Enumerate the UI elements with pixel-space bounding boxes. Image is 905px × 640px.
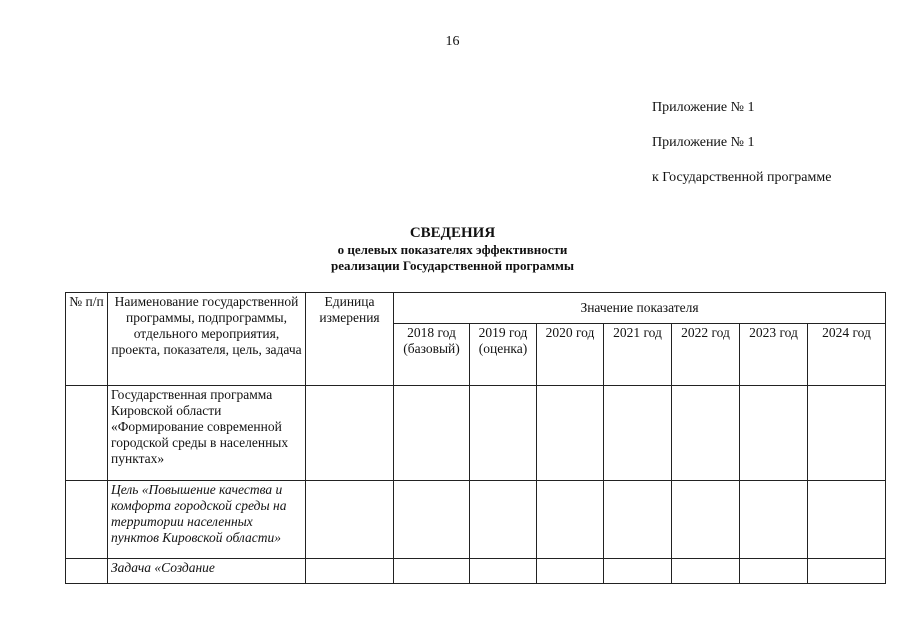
title-line-2: о целевых показателях эффективности [337, 242, 568, 257]
row-value-2023 [740, 481, 808, 559]
page-number: 16 [445, 34, 460, 49]
row-unit [306, 386, 394, 481]
row-value-2021 [604, 481, 672, 559]
row-name [108, 481, 306, 559]
appendix-line-2: Приложение № 1 [652, 135, 755, 150]
header-value: Значение показателя [394, 293, 886, 324]
document-title [0, 225, 905, 274]
row-value-2019 [470, 481, 537, 559]
row-value-2021 [604, 386, 672, 481]
header-number: № п/п [66, 293, 108, 386]
row-value-2020 [537, 559, 604, 584]
header-name [108, 293, 306, 386]
row-number [66, 386, 108, 481]
row-value-2024 [808, 559, 886, 584]
table-row [66, 386, 886, 481]
row-value-2020 [537, 481, 604, 559]
row-value-2018 [394, 386, 470, 481]
row-value-2024 [808, 481, 886, 559]
row-name-text: Цель «Повышение качества и комфорта городской среды на территории населенных пунктов Кировской области» [111, 482, 287, 545]
header-year-2023: 2023 год [740, 323, 808, 385]
row-number [66, 481, 108, 559]
row-value-2020 [537, 386, 604, 481]
header-name-text: Наименование государственной программы, подпрограммы, отдельного мероприятия, проекта, показателя, цель, задача [111, 294, 302, 357]
header-unit: Единица измерения [306, 293, 394, 386]
row-name [108, 386, 306, 481]
title-main: СВЕДЕНИЯ [409, 225, 496, 241]
row-value-2018 [394, 559, 470, 584]
header-year-2024: 2024 год [808, 323, 886, 385]
row-name-text: Государственная программа Кировской области «Формирование современной городской среды в населенных пунктах» [111, 387, 289, 466]
row-value-2024 [808, 386, 886, 481]
header-year-2021: 2021 год [604, 323, 672, 385]
table-row [66, 559, 886, 584]
row-name [108, 559, 306, 584]
header-year-2020: 2020 год [537, 323, 604, 385]
indicators-table [65, 292, 886, 584]
row-value-2023 [740, 559, 808, 584]
header-year-2022: 2022 год [672, 323, 740, 385]
row-value-2019 [470, 559, 537, 584]
header-year-2018: 2018 год (базовый) [394, 323, 470, 385]
title-line-3: реализации Государственной программы [331, 258, 574, 273]
row-value-2022 [672, 386, 740, 481]
row-value-2018 [394, 481, 470, 559]
row-number [66, 559, 108, 584]
row-value-2022 [672, 481, 740, 559]
row-value-2019 [470, 386, 537, 481]
appendix-line-3: к Государственной программе [652, 170, 832, 185]
row-value-2023 [740, 386, 808, 481]
header-year-2019: 2019 год (оценка) [470, 323, 537, 385]
row-name-text: Задача «Создание [111, 560, 215, 575]
row-value-2021 [604, 559, 672, 584]
row-unit [306, 559, 394, 584]
appendix-line-1: Приложение № 1 [652, 100, 755, 115]
row-value-2022 [672, 559, 740, 584]
table-row [66, 481, 886, 559]
row-unit [306, 481, 394, 559]
